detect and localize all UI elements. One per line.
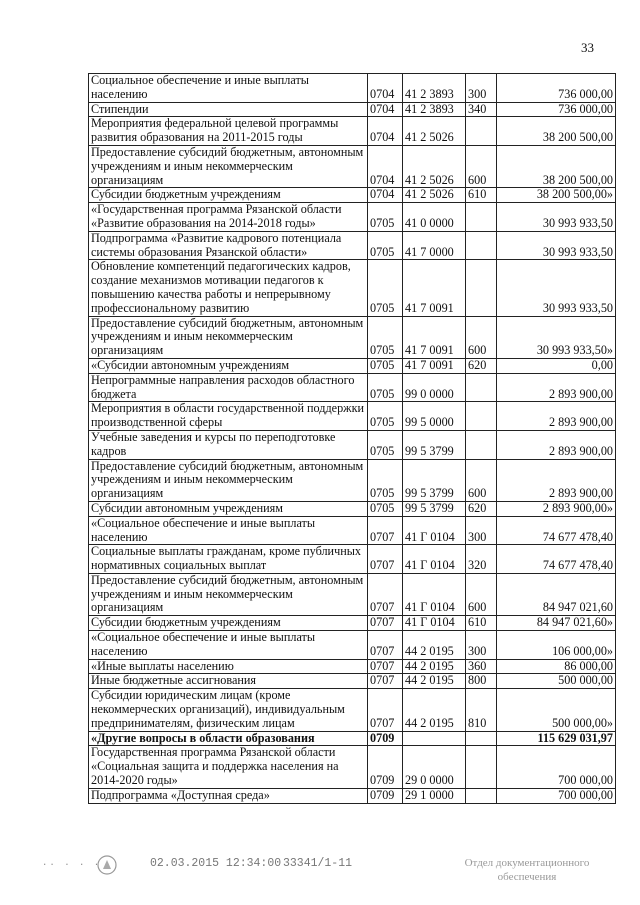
row-target-code: 99 5 3799: [403, 430, 466, 459]
row-name: «Государственная программа Рязанской области «Развитие образования на 2014-2018 годы»: [89, 203, 368, 232]
row-amount: 106 000,00»: [497, 631, 616, 660]
table-row: [89, 545, 616, 574]
row-amount: 500 000,00»: [497, 689, 616, 731]
row-target-code: 41 2 5026: [403, 145, 466, 187]
row-amount: 700 000,00: [497, 788, 616, 803]
coat-of-arms-icon: [96, 854, 118, 876]
row-target-code: 41 7 0091: [403, 260, 466, 316]
row-name: «Социальное обеспечение и иные выплаты населению: [89, 516, 368, 545]
row-amount: 500 000,00: [497, 674, 616, 689]
row-expense-type: [466, 402, 497, 431]
row-section-code: 0707: [368, 573, 403, 615]
row-name: «Социальное обеспечение и иные выплаты населению: [89, 631, 368, 660]
table-row: [89, 788, 616, 803]
row-section-code: 0705: [368, 373, 403, 402]
row-section-code: 0705: [368, 501, 403, 516]
row-amount: 84 947 021,60»: [497, 616, 616, 631]
row-section-code: 0705: [368, 316, 403, 358]
row-expense-type: 810: [466, 689, 497, 731]
row-expense-type: 600: [466, 459, 497, 501]
row-name: Социальные выплаты гражданам, кроме публичных нормативных социальных выплат: [89, 545, 368, 574]
row-section-code: 0707: [368, 616, 403, 631]
row-amount: 30 993 933,50: [497, 260, 616, 316]
page-number: 33: [581, 40, 594, 55]
row-amount: 736 000,00: [497, 102, 616, 117]
table-row: [89, 358, 616, 373]
row-target-code: 29 1 0000: [403, 788, 466, 803]
row-section-code: 0705: [368, 203, 403, 232]
table-row: [89, 203, 616, 232]
row-amount: 38 200 500,00»: [497, 188, 616, 203]
table-row: [89, 659, 616, 674]
row-expense-type: 300: [466, 631, 497, 660]
table-row: [89, 373, 616, 402]
row-amount: 115 629 031,97: [497, 731, 616, 746]
row-name: Предоставление субсидий бюджетным, автономным учреждениям и иным некоммерческим организациям: [89, 145, 368, 187]
row-name: Непрограммные направления расходов областного бюджета: [89, 373, 368, 402]
row-amount: 736 000,00: [497, 74, 616, 103]
row-name: Иные бюджетные ассигнования: [89, 674, 368, 689]
row-name: Субсидии бюджетным учреждениям: [89, 616, 368, 631]
row-target-code: 44 2 0195: [403, 674, 466, 689]
row-section-code: 0705: [368, 231, 403, 260]
table-row: [89, 188, 616, 203]
row-amount: 0,00: [497, 358, 616, 373]
row-target-code: 41 2 3893: [403, 102, 466, 117]
row-name: Стипендии: [89, 102, 368, 117]
table-row: [89, 631, 616, 660]
row-expense-type: 610: [466, 616, 497, 631]
table-row: [89, 102, 616, 117]
row-amount: 30 993 933,50: [497, 203, 616, 232]
row-expense-type: [466, 746, 497, 788]
row-target-code: 41 7 0000: [403, 231, 466, 260]
row-section-code: 0705: [368, 358, 403, 373]
row-target-code: 99 5 0000: [403, 402, 466, 431]
row-name: Подпрограмма «Доступная среда»: [89, 788, 368, 803]
row-amount: 30 993 933,50»: [497, 316, 616, 358]
row-target-code: 44 2 0195: [403, 631, 466, 660]
row-name: Субсидии бюджетным учреждениям: [89, 188, 368, 203]
row-name: Учебные заведения и курсы по переподготовке кадров: [89, 430, 368, 459]
row-expense-type: 610: [466, 188, 497, 203]
footer-date: 02.03.2015 12:34:00: [150, 857, 282, 870]
table-row: [89, 231, 616, 260]
row-amount: 2 893 900,00: [497, 430, 616, 459]
office-line-1: Отдел документационного: [464, 857, 590, 869]
row-target-code: 99 5 3799: [403, 459, 466, 501]
row-name: Подпрограмма «Развитие кадрового потенциала системы образования Рязанской области»: [89, 231, 368, 260]
row-expense-type: 300: [466, 74, 497, 103]
row-target-code: 99 5 3799: [403, 501, 466, 516]
row-target-code: 44 2 0195: [403, 689, 466, 731]
table-row: [89, 74, 616, 103]
row-name: Мероприятия федеральной целевой программы развития образования на 2011-2015 годы: [89, 117, 368, 146]
row-section-code: 0709: [368, 788, 403, 803]
row-section-code: 0707: [368, 659, 403, 674]
row-name: Субсидии автономным учреждениям: [89, 501, 368, 516]
table-row: [89, 430, 616, 459]
table-row: [89, 731, 616, 746]
row-section-code: 0705: [368, 260, 403, 316]
row-section-code: 0707: [368, 516, 403, 545]
row-amount: 30 993 933,50: [497, 231, 616, 260]
row-section-code: 0709: [368, 746, 403, 788]
row-target-code: [403, 731, 466, 746]
row-expense-type: [466, 430, 497, 459]
row-expense-type: 620: [466, 358, 497, 373]
table-row: [89, 746, 616, 788]
budget-table-body: [89, 74, 616, 804]
row-amount: 2 893 900,00»: [497, 501, 616, 516]
row-expense-type: [466, 203, 497, 232]
row-target-code: 29 0 0000: [403, 746, 466, 788]
table-row: [89, 145, 616, 187]
row-name: Предоставление субсидий бюджетным, автономным учреждениям и иным некоммерческим организациям: [89, 459, 368, 501]
row-section-code: 0707: [368, 689, 403, 731]
row-name: Предоставление субсидий бюджетным, автономным учреждениям и иным некоммерческим организациям: [89, 316, 368, 358]
row-amount: 84 947 021,60: [497, 573, 616, 615]
row-expense-type: 600: [466, 145, 497, 187]
row-target-code: 41 Г 0104: [403, 545, 466, 574]
row-section-code: 0704: [368, 74, 403, 103]
row-amount: 2 893 900,00: [497, 402, 616, 431]
table-row: [89, 260, 616, 316]
stamp-marks: ·· · · ·: [42, 860, 102, 870]
row-expense-type: [466, 373, 497, 402]
row-target-code: 41 2 5026: [403, 188, 466, 203]
row-name: Субсидии юридическим лицам (кроме некоммерческих организаций), индивидуальным предпринимателям, физическим лицам: [89, 689, 368, 731]
row-expense-type: [466, 788, 497, 803]
row-section-code: 0707: [368, 545, 403, 574]
table-row: [89, 573, 616, 615]
row-name: Предоставление субсидий бюджетным, автономным учреждениям и иным некоммерческим организациям: [89, 573, 368, 615]
row-target-code: 41 2 3893: [403, 74, 466, 103]
row-section-code: 0704: [368, 102, 403, 117]
row-expense-type: 340: [466, 102, 497, 117]
row-target-code: 41 7 0091: [403, 316, 466, 358]
table-row: [89, 689, 616, 731]
row-amount: 86 000,00: [497, 659, 616, 674]
row-name: Государственная программа Рязанской области «Социальная защита и поддержка населения на 2014-2020 годы»: [89, 746, 368, 788]
row-name: «Иные выплаты населению: [89, 659, 368, 674]
row-expense-type: 800: [466, 674, 497, 689]
row-section-code: 0707: [368, 674, 403, 689]
row-expense-type: [466, 731, 497, 746]
row-section-code: 0705: [368, 430, 403, 459]
row-section-code: 0707: [368, 631, 403, 660]
row-target-code: 44 2 0195: [403, 659, 466, 674]
row-amount: 2 893 900,00: [497, 459, 616, 501]
row-amount: 38 200 500,00: [497, 117, 616, 146]
budget-table: [88, 73, 616, 804]
row-expense-type: [466, 231, 497, 260]
table-row: [89, 516, 616, 545]
row-amount: 74 677 478,40: [497, 516, 616, 545]
row-amount: 700 000,00: [497, 746, 616, 788]
document-footer: [0, 852, 640, 892]
row-expense-type: 600: [466, 573, 497, 615]
row-expense-type: 360: [466, 659, 497, 674]
table-row: [89, 674, 616, 689]
row-amount: 2 893 900,00: [497, 373, 616, 402]
office-line-2: обеспечения: [497, 871, 557, 883]
row-target-code: 41 2 5026: [403, 117, 466, 146]
table-row: [89, 402, 616, 431]
row-target-code: 41 Г 0104: [403, 573, 466, 615]
row-expense-type: [466, 117, 497, 146]
row-expense-type: 320: [466, 545, 497, 574]
row-expense-type: 300: [466, 516, 497, 545]
table-row: [89, 117, 616, 146]
row-section-code: 0704: [368, 145, 403, 187]
row-section-code: 0704: [368, 117, 403, 146]
row-expense-type: [466, 260, 497, 316]
table-row: [89, 459, 616, 501]
row-amount: 74 677 478,40: [497, 545, 616, 574]
table-row: [89, 616, 616, 631]
row-target-code: 41 Г 0104: [403, 516, 466, 545]
row-target-code: 99 0 0000: [403, 373, 466, 402]
row-target-code: 41 7 0091: [403, 358, 466, 373]
row-name: «Субсидии автономным учреждениям: [89, 358, 368, 373]
row-name: Социальное обеспечение и иные выплаты населению: [89, 74, 368, 103]
footer-office-stamp: [452, 856, 602, 884]
row-amount: 38 200 500,00: [497, 145, 616, 187]
row-target-code: 41 0 0000: [403, 203, 466, 232]
row-section-code: 0705: [368, 459, 403, 501]
table-row: [89, 501, 616, 516]
footer-document-number: 33341/1-11: [283, 857, 353, 870]
row-section-code: 0709: [368, 731, 403, 746]
row-name: Мероприятия в области государственной поддержки производственной сферы: [89, 402, 368, 431]
row-section-code: 0705: [368, 402, 403, 431]
row-target-code: 41 Г 0104: [403, 616, 466, 631]
row-expense-type: 620: [466, 501, 497, 516]
row-name: Обновление компетенций педагогических кадров, создание механизмов мотивации педагогов к повышению качества работы и непрерывному профессиональному развитию: [89, 260, 368, 316]
row-expense-type: 600: [466, 316, 497, 358]
row-name: «Другие вопросы в области образования: [89, 731, 368, 746]
table-row: [89, 316, 616, 358]
row-section-code: 0704: [368, 188, 403, 203]
